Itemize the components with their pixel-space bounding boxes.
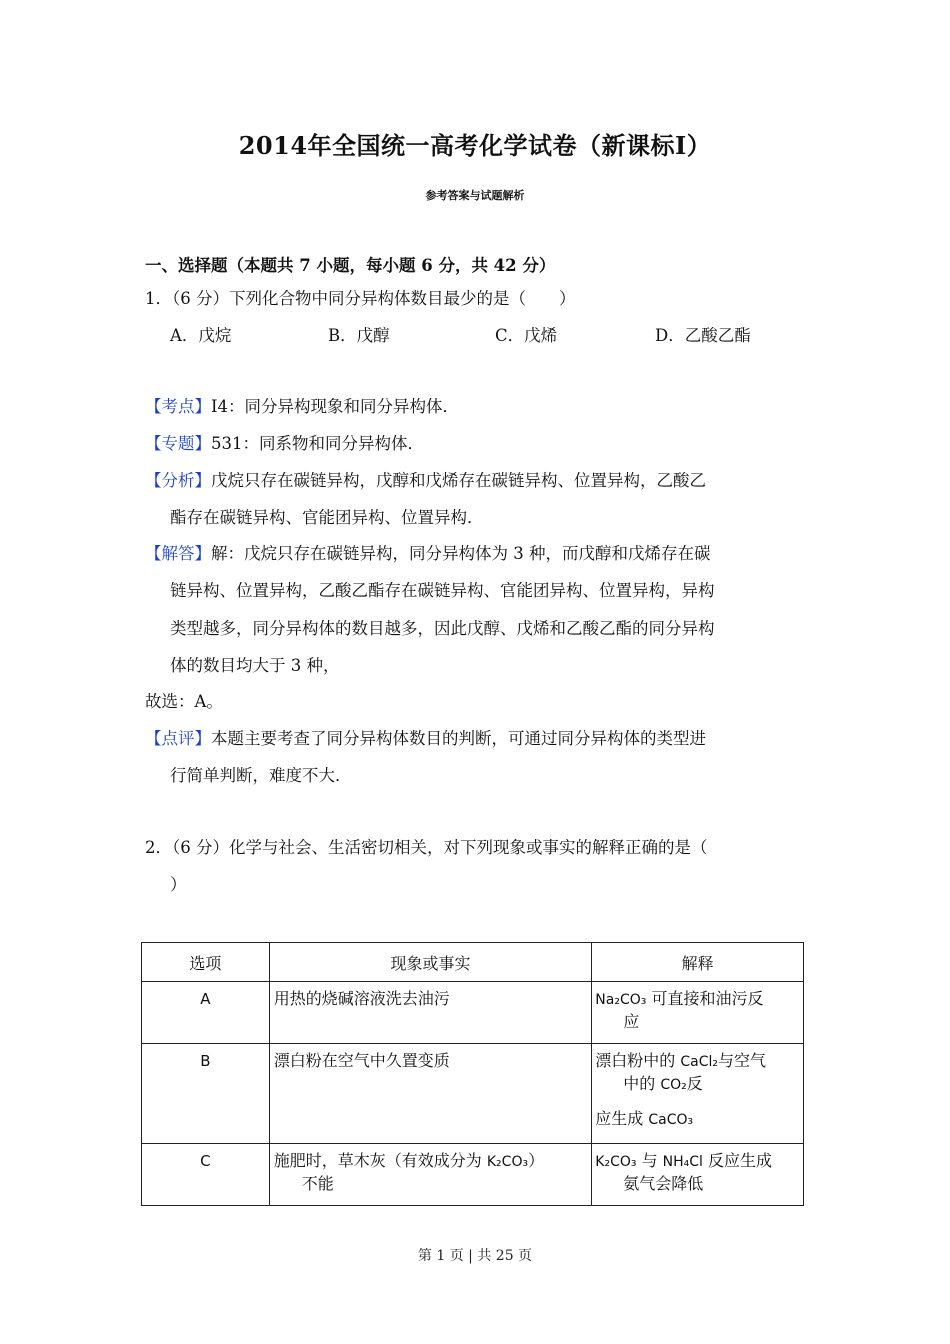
expl-text: 与空气 (718, 1051, 767, 1070)
section-heading: 一、选择题（本题共 7 小题，每小题 6 分，共 42 分） (145, 256, 556, 275)
table-row (142, 1144, 804, 1206)
fact-text: ） (528, 1151, 545, 1170)
q2-options-table (141, 942, 804, 1206)
row-c-fact (269, 1144, 592, 1206)
row-c-key: C (142, 1144, 270, 1206)
header-fact: 现象或事实 (269, 943, 592, 982)
row-c-explanation (592, 1144, 804, 1206)
expl-text: 反应生成 (702, 1151, 773, 1170)
q1-option-a: A．戊烷 (170, 326, 232, 345)
page-footer: 第 1 页 | 共 25 页 (417, 1248, 533, 1264)
formula: CaCl₂ (680, 1054, 719, 1070)
fenxi-tag: 【分析】 (145, 471, 211, 490)
q1-jieda (145, 543, 711, 565)
expl-text: 漂白粉中的 (595, 1051, 681, 1070)
fenxi-line-2: 酯存在碳链异构、官能团异构、位置异构． (170, 508, 484, 527)
formula: CO₂ (660, 1077, 687, 1093)
q2-stem-line-2: ） (170, 875, 187, 894)
table-row (142, 1044, 804, 1144)
expl-text-cont: 氨气会降低 (623, 1174, 704, 1193)
expl-line-3 (595, 1108, 801, 1131)
q2-stem-line-1: 2．（6 分）化学与社会、生活密切相关，对下列现象或事实的解释正确的是（ (145, 838, 708, 857)
q1-option-c: C．戊烯 (495, 326, 558, 345)
page-subtitle: 参考答案与试题解析 (425, 189, 525, 202)
row-b-key: B (142, 1044, 270, 1144)
expl-text-cont: 应 (623, 1012, 640, 1031)
row-a-fact: 用热的烧碱溶液洗去油污 (269, 982, 592, 1044)
fact-text: 施肥时，草木灰（有效成分为 (273, 1151, 487, 1170)
formula: NH₄Cl (662, 1154, 703, 1170)
kaodian-text: I4：同分异构现象和同分异构体． (211, 397, 460, 416)
expl-text: 中的 (623, 1074, 661, 1093)
expl-text: 应生成 (595, 1109, 649, 1128)
formula: CaCO₃ (648, 1112, 694, 1128)
q1-kaodian (145, 396, 459, 418)
zhuanti-tag: 【专题】 (145, 434, 211, 453)
dianping-tag: 【点评】 (145, 729, 211, 748)
expl-text: 可直接和油污反 (646, 989, 764, 1008)
jieda-line-3: 类型越多，同分异构体的数目越多，因此戊醇、戊烯和乙酸乙酯的同分异构 (170, 619, 715, 638)
formula: Na₂CO₃ (595, 992, 647, 1008)
page-title: 2014年全国统一高考化学试卷（新课标Ⅰ） (238, 131, 712, 160)
fact-text-cont: 不能 (301, 1174, 334, 1193)
formula: K₂CO₃ (595, 1154, 637, 1170)
q1-option-d: D．乙酸乙酯 (655, 326, 751, 345)
row-b-explanation (592, 1044, 804, 1144)
table-header-row (142, 943, 804, 982)
formula: K₂CO₃ (486, 1154, 529, 1170)
expl-line-2 (595, 1073, 801, 1096)
q1-dianping (145, 728, 706, 750)
kaodian-tag: 【考点】 (145, 397, 211, 416)
table-row (142, 982, 804, 1044)
zhuanti-text: 531：同系物和同分异构体． (211, 434, 424, 453)
q1-answer: 故选：A。 (145, 692, 223, 711)
row-b-fact: 漂白粉在空气中久置变质 (269, 1044, 592, 1144)
q1-zhuanti (145, 433, 424, 455)
header-explanation: 解释 (592, 943, 804, 982)
jieda-line-2: 链异构、位置异构，乙酸乙酯存在碳链异构、官能团异构、位置异构，异构 (170, 581, 715, 600)
jieda-line-1: 解：戊烷只存在碳链异构，同分异构体为 3 种，而戊醇和戊烯存在碳 (211, 544, 711, 563)
q1-option-b: B．戊醇 (328, 326, 390, 345)
fenxi-line-1: 戊烷只存在碳链异构，戊醇和戊烯存在碳链异构、位置异构，乙酸乙 (211, 471, 706, 490)
jieda-line-4: 体的数目均大于 3 种， (170, 656, 340, 675)
q1-stem: 1．（6 分）下列化合物中同分异构体数目最少的是（ ） (145, 289, 576, 308)
q1-fenxi (145, 470, 706, 492)
dianping-line-2: 行简单判断，难度不大． (170, 766, 352, 785)
dianping-line-1: 本题主要考查了同分异构体数目的判断，可通过同分异构体的类型进 (211, 729, 706, 748)
jieda-tag: 【解答】 (145, 544, 211, 563)
expl-text: 反 (686, 1074, 703, 1093)
header-option: 选项 (142, 943, 270, 982)
row-a-explanation (592, 982, 804, 1044)
row-a-key: A (142, 982, 270, 1044)
expl-text: 与 (636, 1151, 663, 1170)
